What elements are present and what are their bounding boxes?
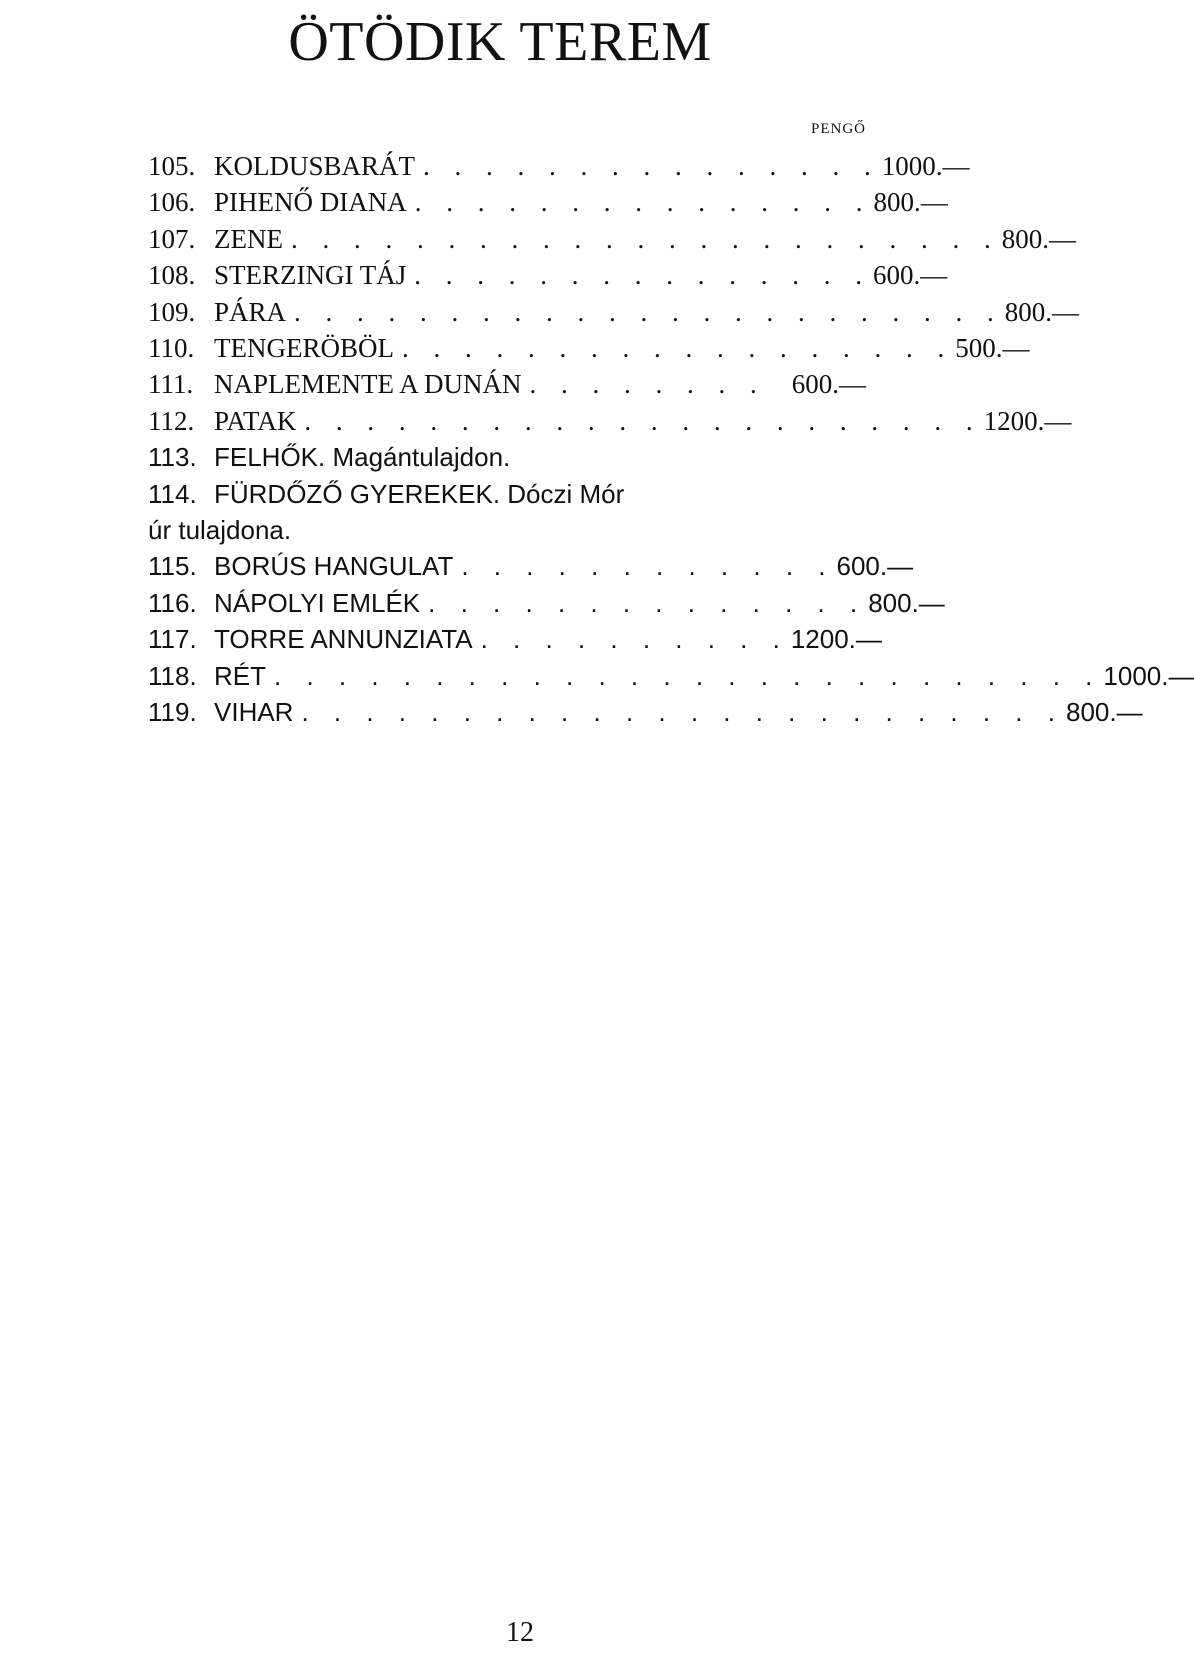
dot-leader: . . . . . . . . . . . . . . . . . . . . . . . .	[301, 696, 1064, 727]
dot-leader: . . . . . . . . . . . . . . . . . . . . . .	[304, 405, 982, 436]
entry-title: ZENE	[214, 223, 283, 254]
catalog-entry	[148, 148, 970, 184]
dot-leader: . . . . . . . . . .	[480, 624, 789, 655]
catalog-entry	[148, 403, 1072, 439]
entry-price: 800.—	[1001, 223, 1076, 254]
entry-price: 600.—	[873, 260, 948, 291]
entry-title: PIHENŐ DIANA	[214, 187, 407, 218]
catalog-entry	[148, 184, 948, 220]
dot-leader: . . . . . . . . . . . . . . .	[414, 260, 871, 291]
currency-header: PENGŐ	[810, 121, 866, 137]
page-number: 12	[506, 1617, 534, 1648]
dot-leader: . . . . . . . . . . . . . . .	[414, 187, 872, 218]
catalog-entry	[148, 548, 914, 584]
entry-title: STERZINGI TÁJ	[214, 260, 407, 291]
entry-title: TENGERÖBÖL	[214, 332, 394, 363]
entry-title-continuation: úr tulajdona.	[148, 514, 292, 545]
dot-leader: . . . . . . . . . . . . . . . . . . . . . . .	[290, 223, 1000, 254]
catalog-entry	[148, 585, 945, 621]
catalog-entry	[148, 330, 1030, 366]
entry-price: 800.—	[1004, 296, 1080, 327]
entry-price: 800.—	[1065, 696, 1143, 727]
entry-title: KOLDUSBARÁT	[214, 151, 416, 181]
entry-price: 1200.—	[790, 624, 882, 655]
dot-leader: . . . . . . . .	[529, 369, 766, 400]
entry-title: FÜRDŐZŐ GYEREKEK. Dóczi Mór	[214, 478, 625, 509]
dot-leader: . . . . . . . . . . . . . . .	[423, 151, 880, 181]
entry-price: 1000.—	[881, 151, 970, 181]
catalog-list	[148, 148, 1194, 730]
dot-leader: . . . . . . . . . . . . . . . . . . . . . . .	[294, 296, 1003, 327]
entry-number: 112.	[148, 405, 195, 436]
entry-number: 111.	[148, 369, 194, 400]
catalog-entry	[148, 694, 1143, 730]
catalog-entry	[148, 366, 866, 402]
entry-number: 119.	[148, 696, 197, 727]
entry-price: 800.—	[868, 587, 945, 618]
entry-number: 107.	[148, 223, 196, 254]
catalog-entry	[148, 294, 1080, 330]
entry-number: 117.	[148, 624, 197, 655]
entry-price: 800.—	[873, 187, 948, 218]
entry-price: 600.—	[791, 369, 866, 400]
entry-number: 116.	[148, 587, 197, 618]
dot-leader: . . . . . . . . . . . . . . . . . .	[401, 332, 954, 363]
entry-number: 110.	[148, 332, 195, 363]
entry-number: 106.	[148, 187, 196, 218]
entry-number: 105.	[148, 151, 196, 181]
catalog-entry	[148, 439, 866, 475]
page-title: ÖTÖDIK TEREM	[288, 11, 712, 73]
entry-title: RÉT	[214, 660, 266, 691]
entry-title: NÁPOLYI EMLÉK	[214, 587, 421, 618]
entry-number: 118.	[148, 660, 197, 691]
dot-leader: . . . . . . . . . . . . . .	[428, 587, 867, 618]
catalog-entry	[148, 221, 1076, 257]
entry-title: NAPLEMENTE A DUNÁN	[214, 369, 522, 400]
entry-price: 500.—	[955, 332, 1030, 363]
catalog-entry	[148, 621, 882, 657]
entry-title: PÁRA	[214, 296, 287, 327]
entry-price: 600.—	[836, 551, 914, 582]
entry-number: 108.	[148, 260, 196, 291]
catalog-entry	[148, 476, 866, 549]
dot-leader: . . . . . . . . . . . .	[461, 551, 835, 582]
entry-price: 1200.—	[983, 405, 1072, 436]
catalog-entry	[148, 658, 1194, 694]
entry-number: 114.	[148, 478, 197, 509]
dot-leader: . . . . . . . . . . . . . . . . . . . . . . . . . .	[274, 660, 1102, 691]
entry-title: TORRE ANNUNZIATA	[214, 624, 473, 655]
entry-price: 1000.—	[1103, 660, 1194, 691]
entry-title: BORÚS HANGULAT	[214, 551, 454, 582]
entry-title: PATAK	[214, 405, 297, 436]
entry-title: FELHŐK. Magántulajdon.	[214, 442, 511, 473]
catalog-entry	[148, 257, 948, 293]
entry-number: 115.	[148, 551, 197, 582]
entry-number: 109.	[148, 296, 196, 327]
entry-number: 113.	[148, 442, 197, 473]
entry-title: VIHAR	[214, 696, 294, 727]
